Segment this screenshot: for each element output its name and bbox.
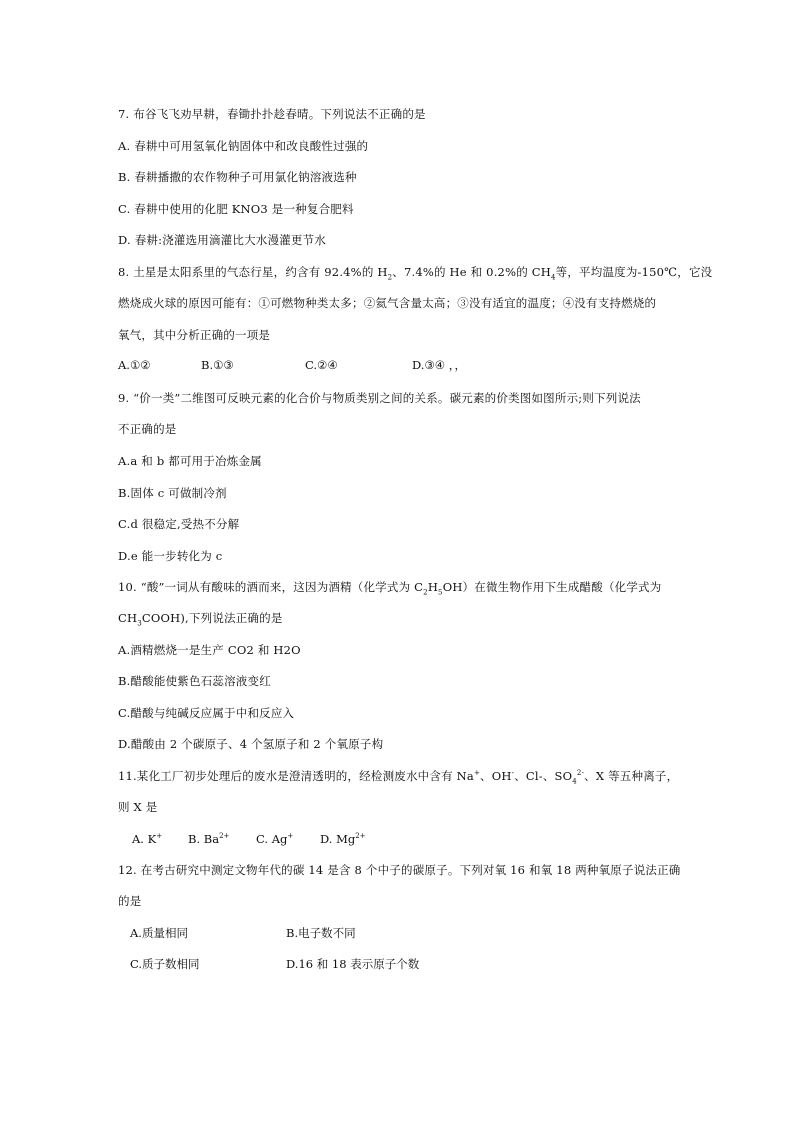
q11-option-c	[256, 831, 293, 847]
q8-text-c: 等，平均温度为-150℃，它没	[555, 265, 713, 279]
q9-option-d: D.e 能一步转化为 c	[118, 549, 223, 563]
q7-option-c: C. 春耕中使用的化肥 KNO3 是一种复合肥料	[118, 202, 354, 216]
q10-text-ch: CH	[118, 611, 138, 625]
q11-sup-oh: -	[511, 769, 515, 778]
q7-option-d: D. 春耕:浇灌选用滴灌比大水漫灌更节水	[118, 233, 326, 247]
q9-option-c: C.d 很稳定,受热不分解	[118, 517, 240, 531]
q11-text-oh: 、OH	[480, 769, 512, 783]
q8-option-c: C.②④	[305, 358, 338, 372]
q11-sup-na: +	[473, 769, 481, 778]
q10-option-c: C.醋酸与纯碱反应属于中和反应入	[118, 706, 295, 720]
q11-option-b	[188, 831, 229, 847]
q10-text-cooh: COOH),下列说法正确的是	[141, 611, 283, 625]
q11-option-b-label: B. Ba	[188, 832, 220, 846]
q11-option-c-sup: +	[287, 832, 294, 841]
q11-text-so: 、Cl-、SO	[514, 769, 573, 783]
q8-text-b: 、7.4%的 He 和 0.2%的 CH	[392, 265, 551, 279]
q10-option-a: A.酒精燃烧一是生产 CO2 和 H2O	[118, 643, 301, 657]
q10-option-d: D.醋酸由 2 个碳原子、4 个氢原子和 2 个氧原子构	[118, 737, 384, 751]
q10-sub-h5: 5	[438, 588, 443, 597]
q10-stem-line1	[118, 579, 661, 595]
q10-stem-line2	[118, 610, 283, 626]
q8-stem-line3: 氧气，其中分析正确的一项是	[118, 328, 271, 342]
q11-option-b-sup: 2+	[219, 832, 230, 841]
q9-stem-line1: 9. “价一类”二维图可反映元素的化合价与物质类别之间的关系。碳元素的价类图如图所示;则下列说法	[118, 391, 641, 405]
q7-option-a: A. 春耕中可用氢氧化钠固体中和改良酸性过强的	[118, 139, 369, 153]
q11-option-d-sup: 2+	[355, 832, 366, 841]
q9-stem-line2: 不正确的是	[118, 422, 177, 436]
q8-option-d: D.③④ ，，	[412, 358, 466, 372]
q8-option-b: B.①③	[201, 358, 234, 372]
q9-option-a: A.a 和 b 都可用于冶炼金属	[118, 454, 262, 468]
q8-stem-line1	[118, 264, 712, 280]
q10-text-h: H	[427, 580, 439, 594]
q11-option-d-label: D. Mg	[320, 832, 356, 846]
q8-option-a: A.①②	[118, 358, 151, 372]
q12-stem-line1: 12. 在考古研究中测定文物年代的碳 14 是含 8 个中子的碳原子。下列对氧 16 和氧 18 两种氧原子说法正确	[118, 863, 681, 877]
q10-text-c: OH）在微生物作用下生成醋酸（化学式为	[442, 580, 662, 594]
q10-sub-c2: 2	[423, 588, 428, 597]
q11-text-a: 11.某化工厂初步处理后的废水是澄清透明的，经检测废水中含有 Na	[118, 769, 474, 783]
q10-sub-ch3: 3	[137, 619, 142, 628]
q11-option-a-sup: +	[156, 832, 163, 841]
q7-stem: 7. 布谷飞飞劝早耕，春锄扑扑趁春晴。下列说法不正确的是	[118, 107, 426, 121]
q11-option-d	[320, 831, 366, 847]
q10-option-b: B.醋酸能使紫色石蕊溶液变红	[118, 674, 271, 688]
q9-option-b: B.固体 c 可做制冷剂	[118, 486, 227, 500]
q12-option-d: D.16 和 18 表示原子个数	[286, 957, 420, 971]
q7-option-b: B. 春耕播撒的农作物种子可用氯化钠溶液选种	[118, 170, 357, 184]
q11-sup-so4: 2-	[576, 769, 585, 778]
q8-stem-line2: 燃烧成火球的原因可能有：①可燃物种类太多；②氦气含量太高；③没有适宜的温度；④没有支持燃烧的	[118, 296, 657, 310]
q8-sub-h2: 2	[387, 273, 393, 282]
q12-option-b: B.电子数不同	[286, 926, 356, 940]
q8-text-a: 8. 土星是太阳系里的气态行星，约含有 92.4%的 H	[118, 265, 388, 279]
q11-option-a	[132, 831, 162, 847]
q11-text-x: 、X 等五种离子，	[584, 769, 679, 783]
q12-option-c: C.质子数相同	[130, 957, 200, 971]
q11-stem-line1	[118, 768, 678, 784]
q11-sub-so4: 4	[572, 777, 577, 786]
q11-option-a-label: A. K	[132, 832, 157, 846]
q10-text-a: 10. “酸”一词从有酸味的酒而来，这因为酒精（化学式为 C	[118, 580, 424, 594]
q11-option-c-label: C. Ag	[256, 832, 288, 846]
q8-sub-ch4: 4	[550, 273, 556, 282]
q11-stem-line2: 则 X 是	[118, 800, 158, 814]
q12-option-a: A.质量相同	[130, 926, 188, 940]
q12-stem-line2: 的是	[118, 894, 142, 908]
